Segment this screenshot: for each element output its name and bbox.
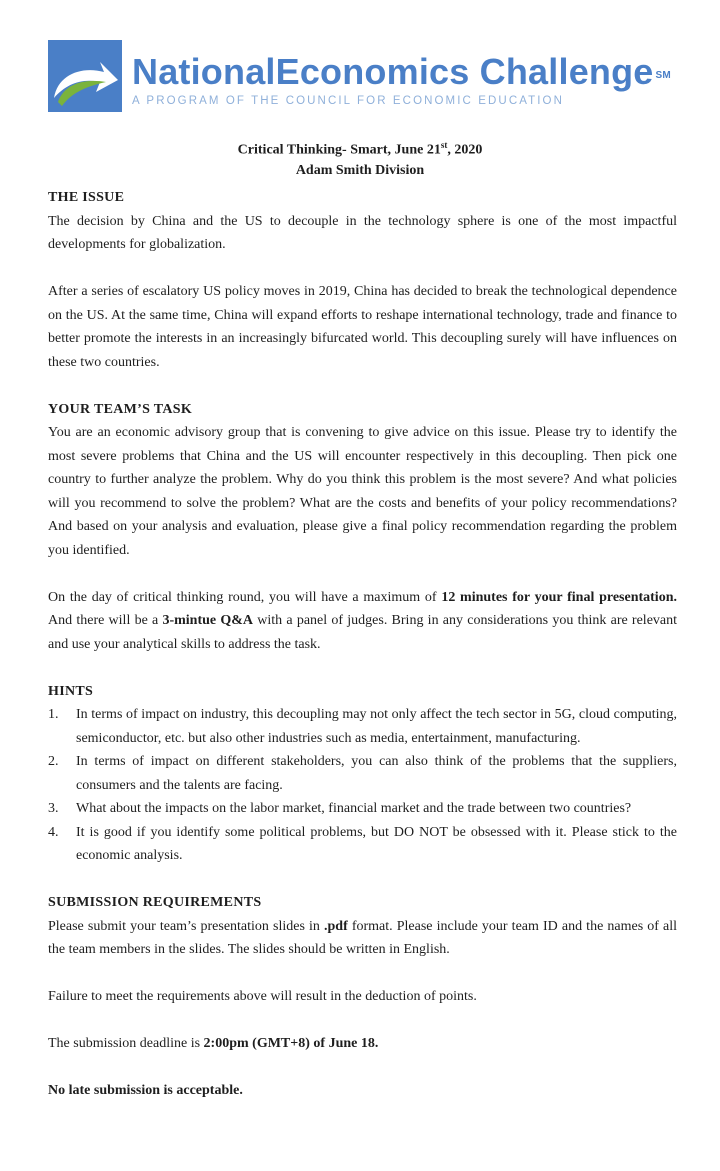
- hint-item: 1. In terms of impact on industry, this decoupling may not only affect the tech sector in 5G, cloud computing, semiconductor, etc. but also other industries such as media, entertainment, manufacturing.: [48, 707, 677, 746]
- task-heading: YOUR TEAM’S TASK: [48, 401, 193, 417]
- late-policy-paragraph: No late submission is acceptable.: [48, 1083, 243, 1098]
- brand-block: [132, 52, 671, 108]
- document-body: [48, 186, 677, 1103]
- brand-subtitle: A PROGRAM OF THE COUNCIL FOR ECONOMIC EDUCATION: [132, 95, 565, 107]
- trademark-mark: SM: [655, 70, 671, 81]
- division-title: Adam Smith Division: [295, 163, 425, 178]
- document-title: Critical Thinking- Smart, June 21st, 2020: [237, 140, 483, 158]
- deadline-paragraph: The submission deadline is 2:00pm (GMT+8) of June 18.: [48, 1036, 379, 1051]
- nec-logo-icon: [48, 40, 122, 112]
- hint-item: 4. It is good if you identify some political problems, but DO NOT be obsessed with it. Please stick to the economic analysis.: [48, 824, 677, 863]
- submission-paragraph-2: Failure to meet the requirements above will result in the deduction of points.: [48, 989, 477, 1004]
- hint-item: 3. What about the impacts on the labor market, financial market and the trade between two countries?: [48, 801, 632, 816]
- submission-heading: SUBMISSION REQUIREMENTS: [48, 895, 262, 910]
- hints-heading: HINTS: [48, 683, 94, 699]
- hints-list: [48, 703, 677, 868]
- task-paragraph-2: On the day of critical thinking round, you will have a maximum of 12 minutes for your final presentation. And there will be a 3-mintue Q&A with a panel of judges. Bring in any considerations you think are relevant and use your analytical skills to address the task.: [48, 589, 678, 652]
- issue-paragraph-1: The decision by China and the US to decouple in the technology sphere is one of the most impactful developments for globalization.: [48, 213, 677, 252]
- task-paragraph-1: You are an economic advisory group that is convening to give advice on this issue. Please try to identify the most severe problems that China and the US will encounter respectively in this decoupling. Then pick one country to further analyze the problem. Why do you think this problem is the most severe? And what policies will you recommend to solve the problem? What are the costs and benefits of your policy recommendations? And based on your analysis and evaluation, please give a final policy recommendation regarding the problem you identified.: [48, 425, 677, 558]
- submission-paragraph-1: Please submit your team’s presentation slides in .pdf format. Please include your team ID and the names of all the team members in the slides. The slides should be written in English.: [48, 918, 678, 957]
- issue-paragraph-2: After a series of escalatory US policy moves in 2019, China has decided to break the technological dependence on the US. At the same time, China will expand efforts to reshape international technology, trade and finance to better promote the interests in an increasingly bifurcated world. This decoupling surely will have influences on these two countries.: [48, 284, 677, 370]
- issue-heading: THE ISSUE: [48, 190, 125, 205]
- hint-item: 2. In terms of impact on different stakeholders, you can also think of the problems that the suppliers, consumers and the talents are facing.: [48, 754, 677, 793]
- brand-name: NationalEconomics Challenge ℠: [132, 51, 671, 92]
